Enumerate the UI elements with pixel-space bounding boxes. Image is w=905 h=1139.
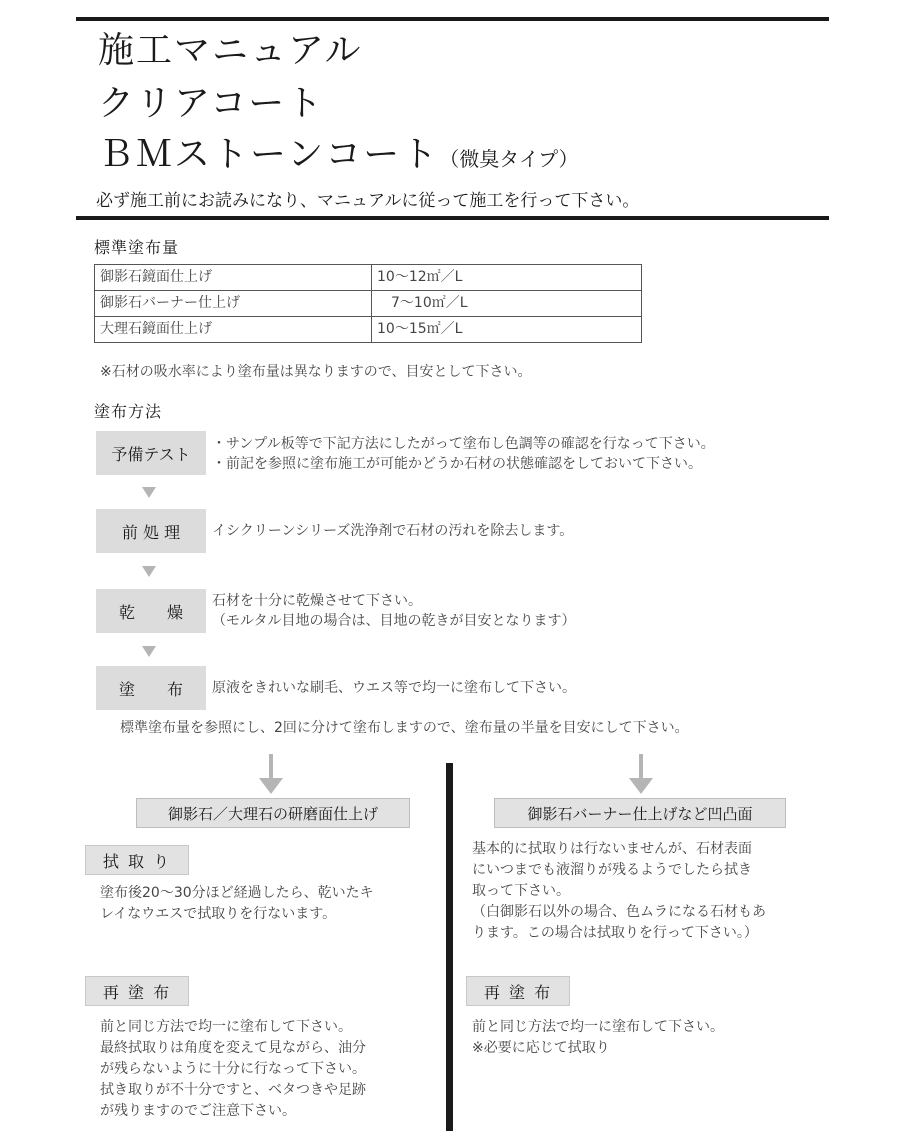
table-row <box>95 317 642 343</box>
text-line: レイなウエスで拭取りを行ないます。 <box>100 906 337 922</box>
text-line: にいつまでも液溜りが残るようでしたら拭き <box>472 862 752 878</box>
text-line: 塗布後20～30分ほど経過したら、乾いたキ <box>100 885 374 901</box>
intro-text: 必ず施工前にお読みになり、マニュアルに従って施工を行って下さい。 <box>96 191 640 211</box>
table-row <box>95 265 642 291</box>
step-label-pretreatment: 前 処 理 <box>96 509 206 553</box>
step-line: ・前記を参照に塗布施工が可能かどうか石材の状態確認をしておいて下さい。 <box>212 456 702 472</box>
text-line: ります。この場合は拭取りを行って下さい。） <box>472 925 758 941</box>
coverage-table <box>94 264 642 343</box>
finish-label-polished: 御影石／大理石の研磨面仕上げ <box>136 798 410 828</box>
wipe-label: 拭 取 り <box>85 845 189 875</box>
text-line: 取って下さい。 <box>472 883 570 899</box>
step-arrow-icon <box>142 566 156 577</box>
header-bottom-rule <box>76 216 829 220</box>
text-line: ※必要に応じて拭取り <box>472 1040 610 1056</box>
text-line: が残らないように十分に行なって下さい。 <box>100 1061 366 1077</box>
amount-cell: 10～15㎡／L <box>372 317 642 343</box>
title-line-1: 施工マニュアル <box>98 30 363 71</box>
coverage-note: ※石材の吸水率により塗布量は異なりますので、目安として下さい。 <box>100 364 532 380</box>
step-text-application <box>212 678 576 698</box>
standard-coverage-note: 標準塗布量を参照にし、2回に分けて塗布しますので、塗布量の半量を目安にして下さい。 <box>120 720 689 736</box>
amount-cell: 7～10㎡／L <box>372 291 642 317</box>
textured-text <box>472 839 766 944</box>
step-text-drying <box>212 591 575 631</box>
recoat-text-right <box>472 1017 724 1059</box>
product-variant: （微臭タイプ） <box>439 147 579 171</box>
amount-cell: 10～12㎡／L <box>372 265 642 291</box>
finish-cell: 大理石鏡面仕上げ <box>95 317 372 343</box>
step-label-application: 塗 布 <box>96 666 206 710</box>
step-line: 原液をきれいな刷毛、ウエス等で均一に塗布して下さい。 <box>212 680 576 696</box>
text-line: 最終拭取りは角度を変えて見ながら、油分 <box>100 1040 366 1056</box>
step-line: イシクリーンシリーズ洗浄剤で石材の汚れを除去します。 <box>212 523 574 539</box>
text-line: 前と同じ方法で均一に塗布して下さい。 <box>100 1019 352 1035</box>
step-arrow-icon <box>142 646 156 657</box>
top-rule <box>76 17 829 21</box>
method-heading: 塗布方法 <box>94 402 163 421</box>
step-line: ・サンプル板等で下記方法にしたがって塗布し色調等の確認を行なって下さい。 <box>212 436 715 452</box>
text-line: （白御影石以外の場合、色ムラになる石材もあ <box>472 904 766 920</box>
step-line: 石材を十分に乾燥させて下さい。 <box>212 593 422 609</box>
step-label-pretest: 予備テスト <box>96 431 206 475</box>
text-line: 拭き取りが不十分ですと、ベタつきや足跡 <box>100 1082 366 1098</box>
title-line-2: クリアコート <box>98 83 325 124</box>
recoat-label-right: 再 塗 布 <box>466 976 570 1006</box>
finish-label-textured: 御影石バーナー仕上げなど凹凸面 <box>494 798 786 828</box>
wipe-text <box>100 883 374 925</box>
arrow-down-icon <box>629 754 653 794</box>
recoat-text-left <box>100 1017 366 1122</box>
finish-cell: 御影石バーナー仕上げ <box>95 291 372 317</box>
arrow-down-icon <box>259 754 283 794</box>
step-label-drying: 乾 燥 <box>96 589 206 633</box>
table-row <box>95 291 642 317</box>
finish-cell: 御影石鏡面仕上げ <box>95 265 372 291</box>
step-arrow-icon <box>142 487 156 498</box>
title-line-3 <box>98 134 579 175</box>
text-line: が残りますのでご注意下さい。 <box>100 1103 296 1119</box>
column-divider <box>446 763 453 1131</box>
text-line: 基本的に拭取りは行ないませんが、石材表面 <box>472 841 752 857</box>
text-line: 前と同じ方法で均一に塗布して下さい。 <box>472 1019 724 1035</box>
step-line: （モルタル目地の場合は、目地の乾きが目安となります） <box>212 613 576 629</box>
coverage-heading: 標準塗布量 <box>94 238 180 257</box>
product-name: ＢＭストーンコート <box>98 134 440 175</box>
step-text-pretreatment <box>212 521 573 541</box>
step-text-pretest <box>212 434 715 474</box>
recoat-label-left: 再 塗 布 <box>85 976 189 1006</box>
